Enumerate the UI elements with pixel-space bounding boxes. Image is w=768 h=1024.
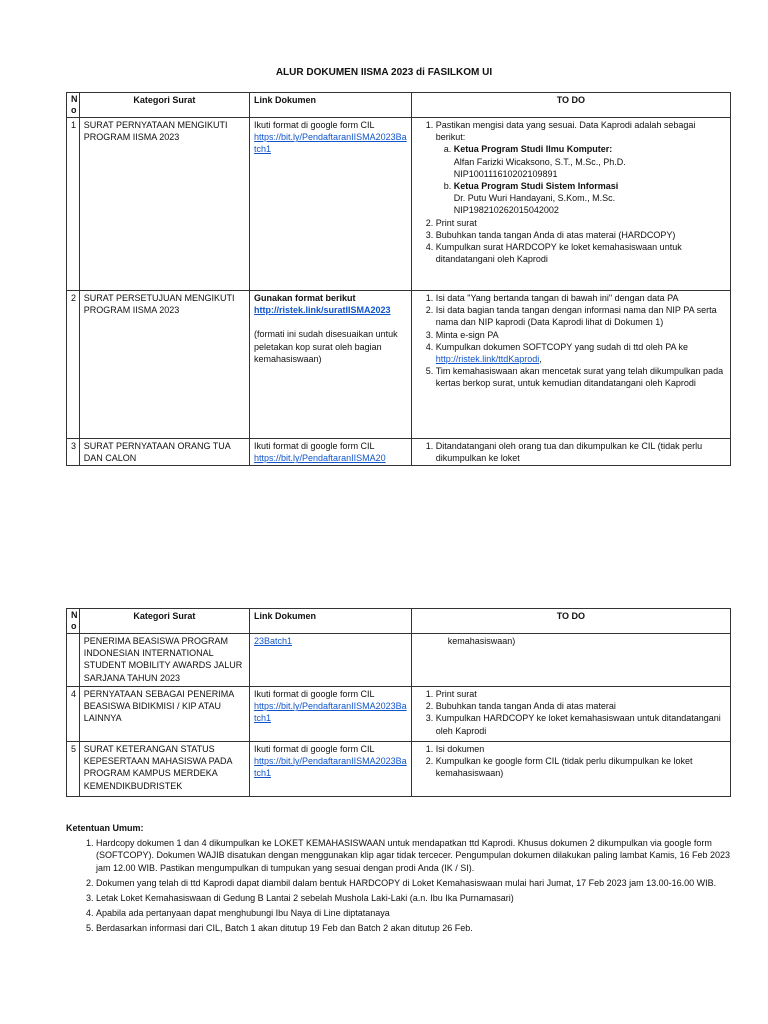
todo-text: , xyxy=(539,354,542,365)
todo-list xyxy=(416,688,726,737)
list-item: 2. Dokumen yang telah di ttd Kaprodi dapat diambil dalam bentuk HARDCOPY di Loket Kemahasiswaan mulai hari Jumat, 17 Feb 2023 jam 13.00-16.00 WIB. xyxy=(96,877,731,889)
todo-item: 1. Isi dokumen xyxy=(436,743,726,755)
row-todo-cell xyxy=(411,291,730,439)
todo-list xyxy=(416,743,726,780)
row-todo-cell xyxy=(411,439,730,466)
row-kategori: SURAT PERNYATAAN MENGIKUTI PROGRAM IISMA 2023 xyxy=(79,118,249,291)
todo-item: 5. Tim kemahasiswaan akan mencetak surat yang telah dikumpulkan pada kertas berkop surat, untuk kemudian ditandatangani oleh Kaprodi xyxy=(436,365,726,389)
row-todo-cell xyxy=(411,742,730,797)
document-title: ALUR DOKUMEN IISMA 2023 di FASILKOM UI xyxy=(275,67,493,78)
kaprodi-item xyxy=(454,143,726,180)
todo-item: 4. Kumpulkan surat HARDCOPY ke loket kemahasiswaan untuk ditandatangani oleh Kaprodi xyxy=(436,241,726,265)
google-form-link[interactable]: https://bit.ly/PendaftaranIISMA2023Batch1 xyxy=(254,132,407,155)
todo-list xyxy=(416,440,726,464)
todo-item xyxy=(436,119,726,217)
todo-text: Kumpulkan dokumen SOFTCOPY yang sudah di ttd oleh PA ke xyxy=(435,341,689,352)
list-item: 1. Hardcopy dokumen 1 dan 4 dikumpulkan ke LOKET KEMAHASISWAAN untuk mendapatkan ttd Kaprodi. Khusus dokumen 2 dikumpulkan via google form (SOFTCOPY). Dokumen WAJIB disatukan dengan menggunakan klip agar tidak tercecer. Pengumpulan dokumen dilakukan paling lambat Kamis, 16 Feb 2023 jam 12.00 WIB. Pastikan mengumpulkan di tumpukan yang sesuai dengan prodi Anda (IK / SI). xyxy=(96,837,731,874)
section-heading: Ketentuan Umum: xyxy=(66,823,144,833)
kaprodi-title: b. Ketua Program Studi Sistem Informasi xyxy=(453,181,619,192)
row-link-cell xyxy=(250,118,412,291)
row-kategori: SURAT PERSETUJUAN MENGIKUTI PROGRAM IISMA 2023 xyxy=(79,291,249,439)
link-instruction: Ikuti format di google form CIL xyxy=(254,120,375,130)
list-item: 4. Apabila ada pertanyaan dapat menghubungi Ibu Naya di Line diptatanaya xyxy=(96,907,731,919)
todo-text: Pastikan mengisi data yang sesuai. Data Kaprodi adalah sebagai berikut: xyxy=(435,120,696,143)
todo-item: 3. Minta e-sign PA xyxy=(436,329,726,341)
list-item: 5. Berdasarkan informasi dari CIL, Batch 1 akan ditutup 19 Feb dan Batch 2 akan ditutup 26 Feb. xyxy=(96,922,731,934)
header-no: N o xyxy=(67,609,80,634)
todo-item: 3. Kumpulkan HARDCOPY ke loket kemahasiswaan untuk ditandatangani oleh Kaprodi xyxy=(436,712,726,736)
row-todo-cell xyxy=(411,118,730,291)
surat-template-link[interactable]: http://ristek.link/suratIISMA2023 xyxy=(254,305,391,316)
todo-continuation: kemahasiswaan) xyxy=(447,636,516,646)
todo-item: 1. Print surat xyxy=(436,688,726,700)
row-no: 4 xyxy=(67,687,80,742)
google-form-link[interactable]: https://bit.ly/PendaftaranIISMA20 xyxy=(254,453,386,464)
google-form-link[interactable]: https://bit.ly/PendaftaranIISMA2023Batch1 xyxy=(254,756,407,779)
table-header-row xyxy=(67,609,731,634)
todo-item xyxy=(436,341,726,365)
document-table-2 xyxy=(66,608,731,797)
google-form-link[interactable]: 23Batch1 xyxy=(254,636,293,646)
row-link-cell xyxy=(250,687,412,742)
header-todo: TO DO xyxy=(411,609,730,634)
todo-item: 2. Isi data bagian tanda tangan dengan informasi nama dan NIP PA serta nama dan NIP kaprodi (Data Kaprodi lihat di Dokumen 1) xyxy=(436,304,726,328)
row-todo-cell xyxy=(411,634,730,687)
todo-item: 3. Bubuhkan tanda tangan Anda di atas materai (HARDCOPY) xyxy=(436,229,726,241)
row-link-cell xyxy=(250,634,412,687)
ketentuan-list xyxy=(66,837,731,934)
spacer xyxy=(254,316,407,328)
table-header-row xyxy=(67,93,731,118)
todo-item: 2. Kumpulkan ke google form CIL (tidak perlu dikumpulkan ke loket kemahasiswaan) xyxy=(436,755,726,779)
link-instruction: Ikuti format di google form CIL xyxy=(254,744,375,754)
kaprodi-name: Dr. Putu Wuri Handayani, S.Kom., M.Sc. xyxy=(453,193,616,204)
kaprodi-list xyxy=(436,143,726,216)
list-item: 3. Letak Loket Kemahasiswaan di Gedung B Lantai 2 sebelah Mushola Laki-Laki (a.n. Ibu Ika Purnamasari) xyxy=(96,892,731,904)
table-row xyxy=(67,118,731,291)
row-kategori: SURAT KETERANGAN STATUS KEPESERTAAN MAHASISWA PADA PROGRAM KAMPUS MERDEKA KEMENDIKBUDRISTEK xyxy=(79,742,249,797)
todo-item: 2. Bubuhkan tanda tangan Anda di atas materai xyxy=(436,700,726,712)
todo-item: 1. Isi data "Yang bertanda tangan di bawah ini" dengan data PA xyxy=(436,292,726,304)
kaprodi-item xyxy=(454,180,726,217)
header-link: Link Dokumen xyxy=(250,609,412,634)
row-kategori: SURAT PERNYATAAN ORANG TUA DAN CALON xyxy=(79,439,249,466)
row-no: 3 xyxy=(67,439,80,466)
link-instruction: Gunakan format berikut xyxy=(254,293,356,303)
row-no: 2 xyxy=(67,291,80,439)
link-instruction: Ikuti format di google form CIL xyxy=(254,441,375,451)
row-kategori: PERNYATAAN SEBAGAI PENERIMA BEASISWA BIDIKMISI / KIP ATAU LAINNYA xyxy=(79,687,249,742)
kaprodi-nip: NIP100111610202109891 xyxy=(453,168,558,179)
row-kategori: PENERIMA BEASISWA PROGRAM INDONESIAN INTERNATIONAL STUDENT MOBILITY AWARDS JALUR SARJANA TAHUN 2023 xyxy=(79,634,249,687)
link-instruction: Ikuti format di google form CIL xyxy=(254,689,375,699)
header-no: N o xyxy=(67,93,80,118)
table-row xyxy=(67,291,731,439)
table-row xyxy=(67,742,731,797)
header-kategori: Kategori Surat xyxy=(79,93,249,118)
todo-item: 1. Ditandatangani oleh orang tua dan dikumpulkan ke CIL (tidak perlu dikumpulkan ke loket xyxy=(436,440,726,464)
header-kategori: Kategori Surat xyxy=(79,609,249,634)
table-row xyxy=(67,634,731,687)
todo-list xyxy=(416,119,726,265)
table-row xyxy=(67,439,731,466)
row-todo-cell xyxy=(411,687,730,742)
kaprodi-nip: NIP198210262015042002 xyxy=(453,205,559,216)
kaprodi-title: a. Ketua Program Studi Ilmu Komputer: xyxy=(453,144,613,155)
todo-list xyxy=(416,292,726,390)
document-table-1 xyxy=(66,92,731,466)
link-note: (formati ini sudah disesuaikan untuk peletakan kop surat oleh bagian kemahasiswaan) xyxy=(254,329,398,364)
todo-item: 2. Print surat xyxy=(436,217,726,229)
row-no xyxy=(67,634,80,687)
row-no: 5 xyxy=(67,742,80,797)
table-row xyxy=(67,687,731,742)
header-todo: TO DO xyxy=(411,93,730,118)
ttd-kaprodi-link[interactable]: http://ristek.link/ttdKaprodi xyxy=(435,354,540,365)
header-link: Link Dokumen xyxy=(250,93,412,118)
row-link-cell xyxy=(250,439,412,466)
ketentuan-umum-section xyxy=(66,822,731,938)
row-link-cell xyxy=(250,742,412,797)
row-no: 1 xyxy=(67,118,80,291)
row-link-cell xyxy=(250,291,412,439)
google-form-link[interactable]: https://bit.ly/PendaftaranIISMA2023Batch1 xyxy=(254,701,407,724)
kaprodi-name: Alfan Farizki Wicaksono, S.T., M.Sc., Ph.D. xyxy=(453,156,626,167)
